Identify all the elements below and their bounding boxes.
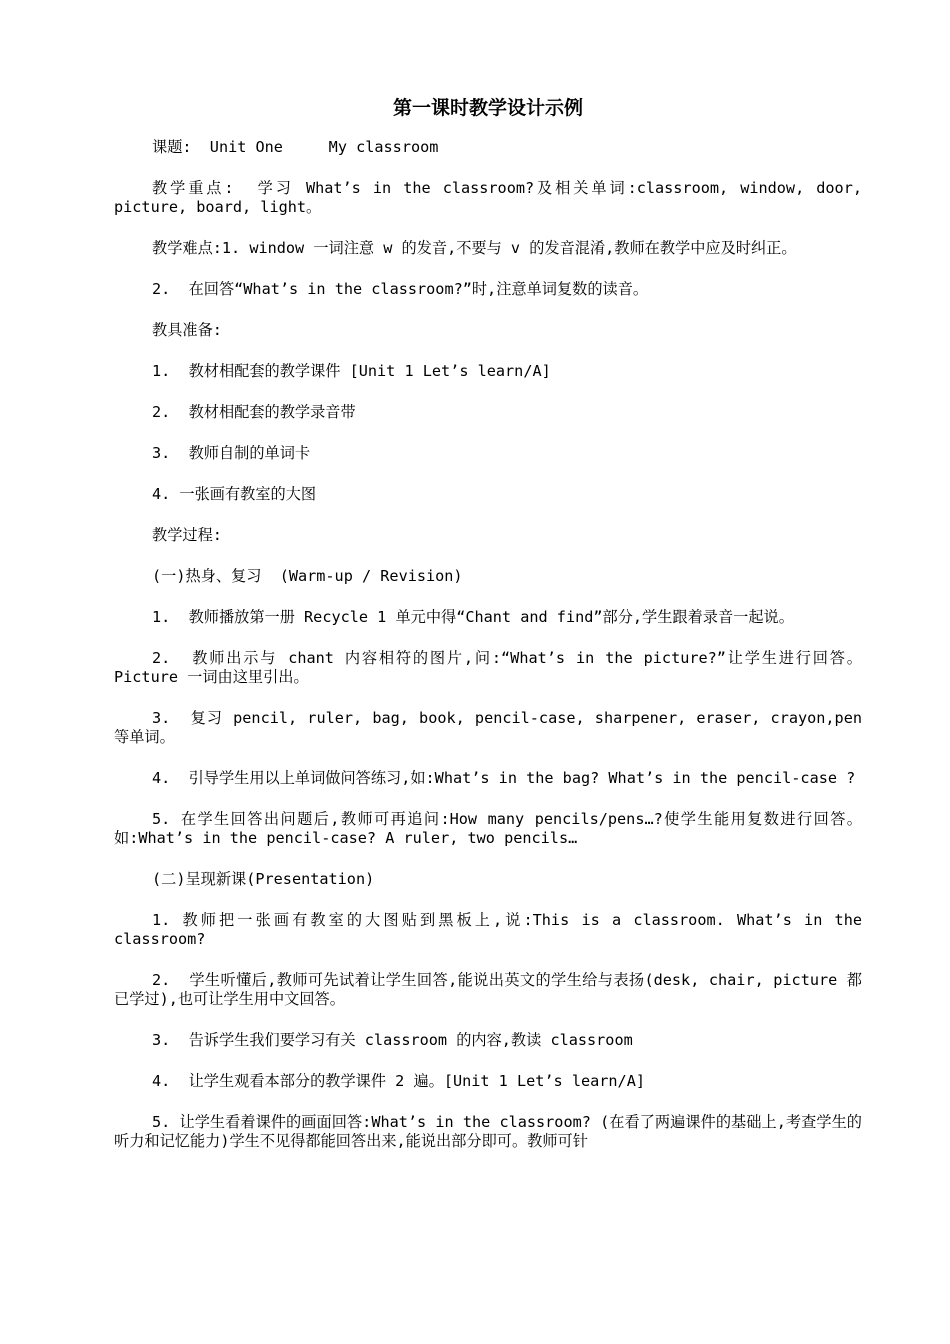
paragraph-warmup-2: 2. 教师出示与 chant 内容相符的图片,问:“What’s in the picture?”让学生进行回答。Picture 一词由这里引出。 — [114, 649, 862, 686]
paragraph-presentation-1: 1. 教师把一张画有教室的大图贴到黑板上,说:This is a classroom. What’s in the classroom? — [114, 911, 872, 948]
paragraph-difficulty-2: 2. 在回答“What’s in the classroom?”时,注意单词复数的读音。 — [152, 280, 649, 298]
paragraph-warmup-3: 3. 复习 pencil, ruler, bag, book, pencil-case, sharpener, eraser, crayon,pen 等单词。 — [114, 709, 872, 746]
paragraph-warmup-5: 5. 在学生回答出问题后,教师可再追问:How many pencils/pens…?使学生能用复数进行回答。如:What’s in the pencil-case? A ruler, two pencils… — [114, 810, 862, 847]
document-title: 第一课时教学设计示例 — [392, 97, 583, 119]
paragraph-material-3: 3. 教师自制的单词卡 — [152, 444, 311, 462]
paragraph-materials-heading: 教具准备: — [152, 321, 222, 339]
paragraph-presentation-4: 4. 让学生观看本部分的教学课件 2 遍。[Unit 1 Let’s learn/A] — [152, 1072, 645, 1090]
paragraph-warmup-1: 1. 教师播放第一册 Recycle 1 单元中得“Chant and find”部分,学生跟着录音一起说。 — [152, 608, 794, 626]
paragraph-difficulty-1: 教学难点:1. window 一词注意 w 的发音,不要与 v 的发音混淆,教师在教学中应及时纠正。 — [152, 239, 797, 257]
paragraph-key-points: 教学重点: 学习 What’s in the classroom?及相关单词:classroom, window, door, picture, board, light。 — [114, 179, 872, 216]
paragraph-topic: 课题: Unit One My classroom — [152, 138, 439, 156]
paragraph-material-2: 2. 教材相配套的教学录音带 — [152, 403, 356, 421]
paragraph-section-presentation: (二)呈现新课(Presentation) — [152, 870, 375, 888]
paragraph-presentation-2: 2. 学生听懂后,教师可先试着让学生回答,能说出英文的学生给与表扬(desk, chair, picture 都已学过),也可让学生用中文回答。 — [114, 971, 862, 1008]
document-page — [114, 96, 872, 1173]
paragraph-presentation-3: 3. 告诉学生我们要学习有关 classroom 的内容,教读 classroom — [152, 1031, 633, 1049]
paragraph-process-heading: 教学过程: — [152, 526, 222, 544]
paragraph-section-warmup: (一)热身、复习 (Warm-up / Revision) — [152, 567, 463, 585]
paragraph-material-4: 4. 一张画有教室的大图 — [152, 485, 317, 503]
paragraph-presentation-5: 5. 让学生看着课件的画面回答:What’s in the classroom? (在看了两遍课件的基础上,考查学生的听力和记忆能力)学生不见得都能回答出来,能说出部分即可。教师可针 — [114, 1113, 862, 1150]
paragraph-material-1: 1. 教材相配套的教学课件 [Unit 1 Let’s learn/A] — [152, 362, 551, 380]
paragraph-warmup-4: 4. 引导学生用以上单词做问答练习,如:What’s in the bag? What’s in the pencil-case ? — [152, 769, 856, 787]
